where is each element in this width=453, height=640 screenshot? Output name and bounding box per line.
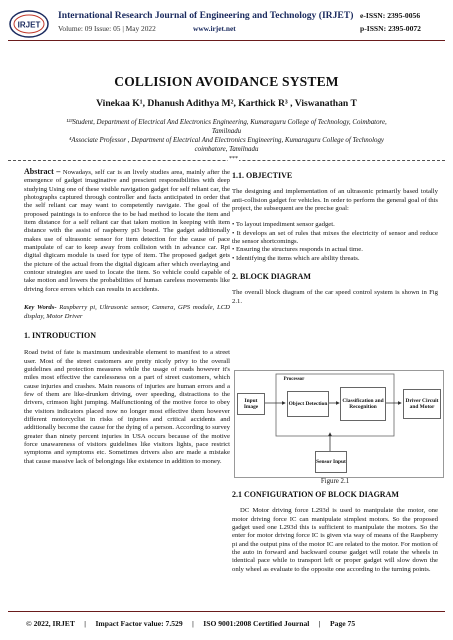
volume-issue: Volume: 09 Issue: 05 | May 2022 <box>58 24 156 33</box>
introduction-text: Road twist of fate is maximum undesirable element to manifest to a street user. Most of the street customers are pretty nicely privy to the overall guidelines and protection measures while the usage of roads however it's miles most effective the carelessness on a part of street customers, which cause injuries and crashes. Main reasons of injuries are human errors and a few of them are like-drunken driving, over speeding, distractions to the drivers, crimson light jumping. Malfunctioning of the motive force to obey the visitors indicators placed now no longer most effective them however different motorcyclist in risks of injuries and critical accidents and additionally become the cause for the dying of a person. According to survey greater than ninety percent injuries in USA occurs because of the motive force unawareness of visitors guidelines like visitors lights, pace restrict symptoms and symptoms etc. Sometimes drivers also are made a mistake that cause massive lack of belongings like existence in addition to money. <box>24 349 230 465</box>
affiliation-line: ¹²³Student, Department of Electrical And Electronics Engineering, Kumaraguru College of Technology, Coimbatore, <box>66 119 387 126</box>
driver-circuit-box: Driver Circuit and Motor <box>403 389 441 419</box>
affiliation-line: ⁴Associate Professor , Department of Electrical And Electronics Engineering, Kumaraguru College of Technology <box>69 137 384 144</box>
keywords-paragraph <box>24 304 230 321</box>
irjet-logo <box>9 9 49 39</box>
introduction-heading: 1. INTRODUCTION <box>24 330 97 340</box>
objective-heading: 1.1. OBJECTIVE <box>232 171 293 180</box>
config-heading: 2.1 CONFIGURATION OF BLOCK DIAGRAM <box>232 490 399 499</box>
config-text: DC Motor driving force L293d is used to manipulate the motor, one motor driving force IC can manipulate simplest motors. So the proposed gadget used one L293d this is sufficient to manipulate the motors. So the enter for motor driving force IC is given via way of means of the Raspberry pi and the output pins of the motor IC are related to the motor. For motion of the auto in forward and backward course gadget will rotate the wheels in identical pace while to transport left or proper gadget will slow down the only wheel as evaluate to the opposite one according to the turning points. <box>232 507 438 573</box>
abstract-text: Nowadays, self car is an lively studies area, mainly after the emergence of gadget imaginative and prescient responsibilities with deep studying Using one of these visible navigation gadget for self reliant car, the photographs captured through controller and facts anticipated in order that the self reliant car may want to competently navigate. The goal of the proposed paintings is to enforce the to be had method to locate the item and item distance for a self reliant car that taken motion in keeping with item distance with the assist of raspberry pi3 board. The gadget additionally makes use of ultrasonic sensor for item detection for the cause of pace manipulate of car to keep away from collision with in advance car. Rpi digital digicam module is used for type of item. The proposed gadget gets the picture of the actual from the digital digicam after which overlaying and contour strategies are used to locate the item. So vehicle could capable of take motion and lowers the probabilities of human careless movements like driving force errors which can results in accidents. <box>24 169 230 293</box>
journal-website[interactable]: www.irjet.net <box>193 24 236 33</box>
config-section <box>232 491 438 574</box>
block-diagram-text: The overall block diagram of the car speed control system is shown in Fig 2.1. <box>232 289 438 305</box>
separator-stars: *** <box>229 156 238 162</box>
object-detection-box: Object Detection <box>287 391 329 417</box>
journal-name: International Research Journal of Engineering and Technology (IRJET) <box>58 10 354 21</box>
input-image-box: Input Image <box>237 393 265 415</box>
keywords-text: Raspberry pi, Ultrasonic sensor, Camera, GPS module, LCD display, Motor Driver <box>24 304 230 320</box>
right-column <box>232 168 438 306</box>
objective-bullet: • It develops an set of rules that mixes the electricity of sensor and reduce the sensor shortcomings. <box>232 229 438 246</box>
section-separator <box>8 160 445 161</box>
page-footer: © 2022, IRJET | Impact Factor value: 7.529 | ISO 9001:2008 Certified Journal | Page 75 <box>26 619 356 628</box>
block-diagram-heading: 2. BLOCK DIAGRAM <box>232 272 311 282</box>
paper-title: COLLISION AVOIDANCE SYSTEM <box>114 74 339 89</box>
objective-text: The designing and implementation of an ultrasonic primarily based totally anti-collision gadget for vehicles. In order to perform the general goal of this project, the subsequent are the precise goal: <box>232 188 438 213</box>
abstract-label: Abstract – <box>24 167 61 176</box>
affiliation-line: coimbatore, Tamilnadu <box>194 146 259 153</box>
author-list: Vinekaa K¹, Dhanush Adithya M², Karthick R³ , Viswanathan T <box>96 98 357 109</box>
left-column <box>24 168 230 466</box>
objective-bullet: • Ensuring the structures responds in actual time. <box>232 246 363 254</box>
p-issn: p-ISSN: 2395-0072 <box>360 24 421 33</box>
classification-box: Classification and Recognition <box>340 387 386 421</box>
abstract-paragraph <box>24 168 230 294</box>
sensor-input-box: Sensor Input <box>315 451 347 473</box>
header-rule <box>8 40 445 41</box>
e-issn: e-ISSN: 2395-0056 <box>360 11 421 20</box>
journal-header <box>0 0 453 46</box>
figure-caption: Figure 2.1 <box>320 478 350 485</box>
processor-label: Processor <box>283 376 305 382</box>
affiliation-line: Tamilnadu <box>211 128 242 135</box>
objective-bullet: • Identifying the items which are ability threats. <box>232 254 360 262</box>
objective-bullet: • To layout impediment sensor gadget. <box>232 221 335 229</box>
svg-text:IRJET: IRJET <box>17 20 41 30</box>
keywords-label: Key Words- <box>24 304 57 312</box>
footer-rule <box>8 611 445 612</box>
block-diagram <box>234 370 444 478</box>
